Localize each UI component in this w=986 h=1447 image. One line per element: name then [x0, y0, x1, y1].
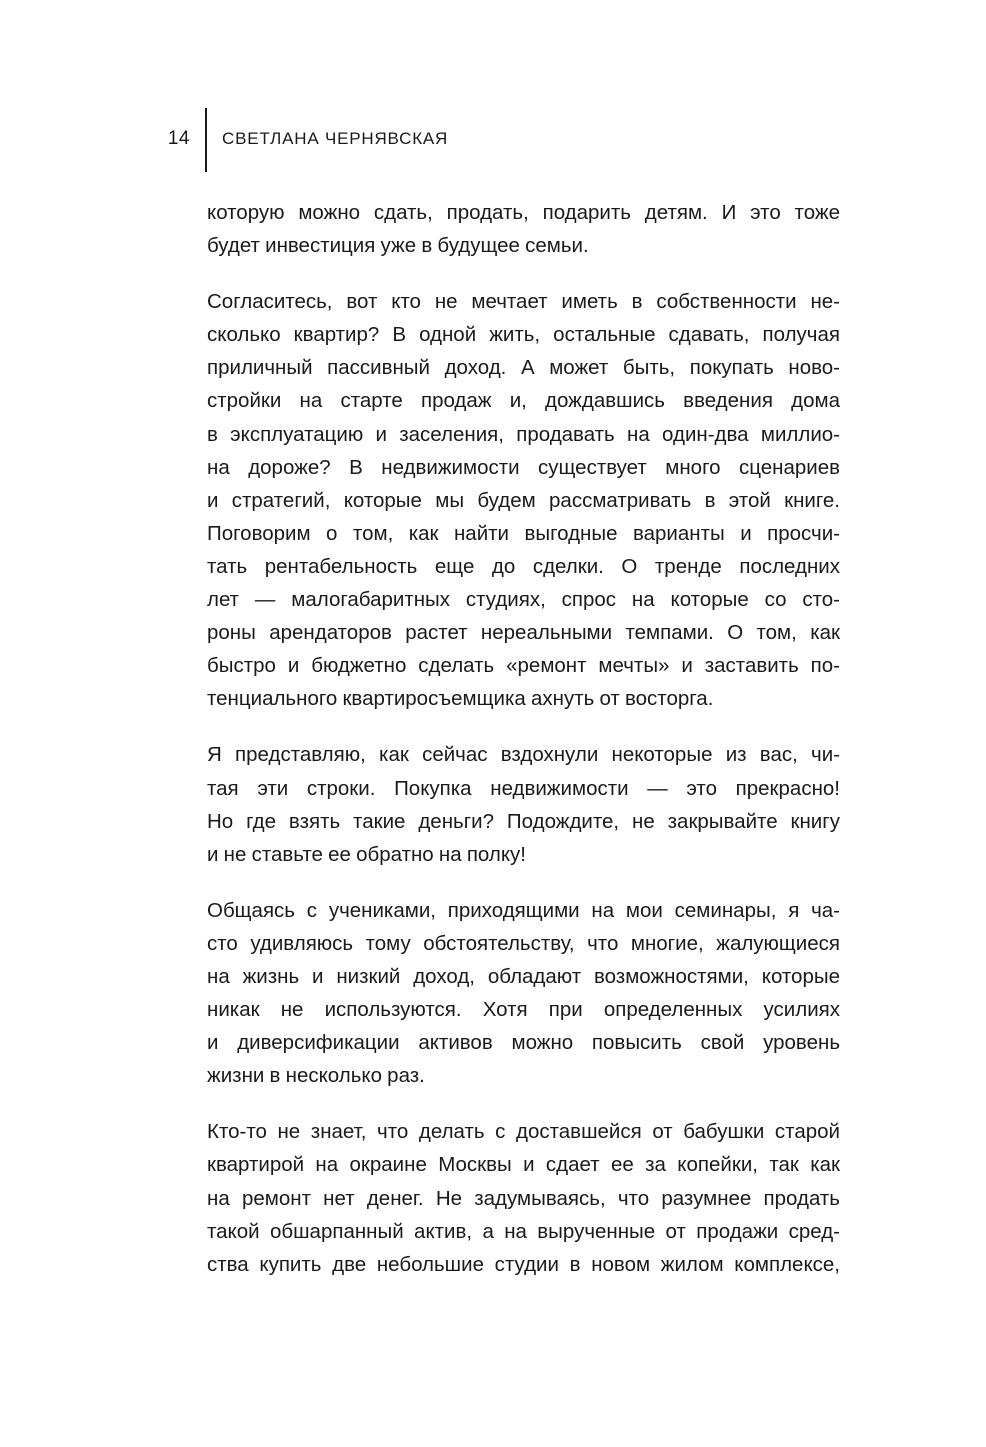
- text-line: Я представляю, как сейчас вздохнули некоторые из вас, чи-: [207, 743, 840, 767]
- text-line: и не ставьте ее обратно на полку!: [207, 842, 526, 866]
- text-line: Но где взять такие деньги? Подождите, не закрывайте книгу: [207, 809, 840, 833]
- page-number: 14: [167, 128, 190, 149]
- text-line: и диверсификации активов можно повысить свой уровень: [207, 1031, 840, 1055]
- text-line: стройки на старте продаж и, дождавшись введения дома: [207, 389, 840, 413]
- text-line: лет — малогабаритных студиях, спрос на которые со сто-: [207, 588, 840, 612]
- text-line: ства купить две небольшие студии в новом жилом комплексе,: [207, 1252, 840, 1276]
- header-divider: [205, 108, 207, 172]
- text-line: тенциального квартиросъемщика ахнуть от восторга.: [207, 687, 714, 711]
- paragraph: [207, 196, 840, 262]
- text-line: которую можно сдать, продать, подарить детям. И это тоже: [207, 201, 840, 224]
- body-text: [207, 196, 840, 1281]
- text-line: жизни в несколько раз.: [207, 1064, 425, 1088]
- text-line: и стратегий, которые мы будем рассматривать в этой книге.: [207, 488, 840, 512]
- text-line: квартирой на окраине Москвы и сдает ее за копейки, так как: [207, 1153, 840, 1177]
- paragraph: [207, 1115, 840, 1280]
- text-line: сколько квартир? В одной жить, остальные сдавать, получая: [207, 323, 840, 347]
- paragraph: [207, 285, 840, 715]
- running-head: [0, 108, 986, 172]
- text-line: на жизнь и низкий доход, обладают возможностями, которые: [207, 964, 840, 988]
- text-line: будет инвестиция уже в будущее семьи.: [207, 234, 589, 258]
- running-title: СВЕТЛАНА ЧЕРНЯВСКАЯ: [222, 129, 449, 148]
- text-line: роны арендаторов растет нереальными темпами. О том, как: [207, 621, 840, 645]
- text-line: на дороже? В недвижимости существует много сценариев: [207, 455, 840, 479]
- text-line: тая эти строки. Покупка недвижимости — это прекрасно!: [207, 776, 840, 800]
- paragraph: [207, 894, 840, 1093]
- text-line: приличный пассивный доход. А может быть, покупать ново-: [207, 356, 840, 380]
- text-line: в эксплуатацию и заселения, продавать на один-два миллио-: [207, 422, 840, 446]
- text-line: Согласитесь, вот кто не мечтает иметь в собственности не-: [207, 290, 840, 314]
- paragraph: [207, 738, 840, 870]
- text-line: быстро и бюджетно сделать «ремонт мечты» и заставить по-: [207, 654, 840, 678]
- text-line: никак не используются. Хотя при определенных усилиях: [207, 998, 840, 1022]
- text-line: на ремонт нет денег. Не задумываясь, что разумнее продать: [207, 1186, 840, 1210]
- text-line: Кто-то не знает, что делать с доставшейся от бабушки старой: [207, 1120, 840, 1144]
- text-line: Поговорим о том, как найти выгодные варианты и просчи-: [207, 521, 840, 545]
- text-line: тать рентабельность еще до сделки. О тренде последних: [207, 554, 840, 578]
- text-line: сто удивляюсь тому обстоятельству, что многие, жалующиеся: [207, 931, 840, 955]
- text-line: Общаясь с учениками, приходящими на мои семинары, я ча-: [207, 898, 840, 922]
- text-line: такой обшарпанный актив, а на вырученные от продажи сред-: [207, 1219, 840, 1243]
